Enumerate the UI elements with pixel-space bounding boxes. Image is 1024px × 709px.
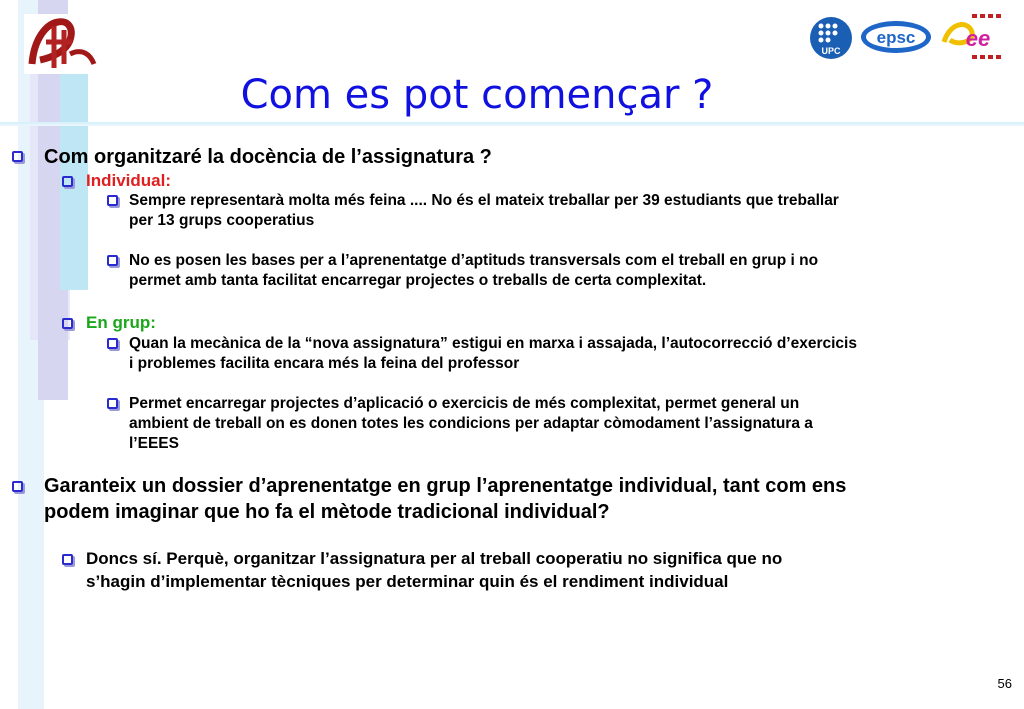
bullet-text: Permet encarregar projectes d’aplicació o exercicis de més complexitat, permet general un bbox=[129, 395, 800, 412]
bullet-icon bbox=[107, 255, 118, 266]
bullet-icon bbox=[107, 195, 118, 206]
bullet-icon bbox=[62, 176, 73, 187]
epsc-logo bbox=[860, 20, 932, 54]
bullet-text: No es posen les bases per a l’aprenentatge d’aptituds transversals com el treball en grup i no bbox=[129, 252, 819, 269]
question-heading: Com organitzaré la docència de l’assignatura ? bbox=[44, 146, 492, 168]
question-heading: Garanteix un dossier d’aprenentatge en grup l’aprenentatge individual, tant com ens bbox=[44, 475, 847, 497]
bullet-text: ambient de treball on es donen totes les condicions per adaptar còmodament l’assignatura a bbox=[129, 415, 813, 432]
institution-logo bbox=[24, 14, 100, 74]
bullet-icon bbox=[12, 481, 23, 492]
bullet-text: Sempre representarà molta més feina .... No és el mateix treballar per 39 estudiants que treballar bbox=[129, 192, 839, 209]
ee-logo bbox=[938, 12, 1008, 62]
bullet-icon bbox=[107, 338, 118, 349]
upc-logo bbox=[809, 16, 853, 60]
bullet-icon bbox=[62, 554, 73, 565]
bullet-text: Quan la mecànica de la “nova assignatura” estigui en marxa i assajada, l’autocorrecció d’exercicis bbox=[129, 335, 857, 352]
page-number: 56 bbox=[997, 676, 1012, 691]
bullet-text: per 13 grups cooperatius bbox=[129, 212, 315, 229]
bullet-text: permet amb tanta facilitat encarregar projectes o treballs de certa complexitat. bbox=[129, 272, 707, 289]
slide-title: Com es pot començar ? bbox=[240, 72, 714, 118]
svg-text:epsc: epsc bbox=[876, 28, 916, 47]
bullet-icon bbox=[107, 398, 118, 409]
answer-text: s’hagin d’implementar tècniques per determinar quin és el rendiment individual bbox=[86, 572, 729, 591]
header-divider bbox=[0, 122, 1024, 126]
question-heading: podem imaginar que ho fa el mètode tradicional individual? bbox=[44, 501, 610, 523]
svg-text:ee: ee bbox=[965, 26, 991, 51]
answer-text: Doncs sí. Perquè, organitzar l’assignatura per al treball cooperatiu no significa que no bbox=[86, 549, 783, 568]
individual-label: Individual: bbox=[86, 171, 171, 190]
svg-text:UPC: UPC bbox=[821, 46, 841, 56]
bullet-icon bbox=[62, 318, 73, 329]
bullet-icon bbox=[12, 151, 23, 162]
group-label: En grup: bbox=[86, 313, 156, 332]
bullet-text: i problemes facilita encara més la feina del professor bbox=[129, 355, 520, 372]
bullet-text: l’EEES bbox=[129, 435, 179, 452]
